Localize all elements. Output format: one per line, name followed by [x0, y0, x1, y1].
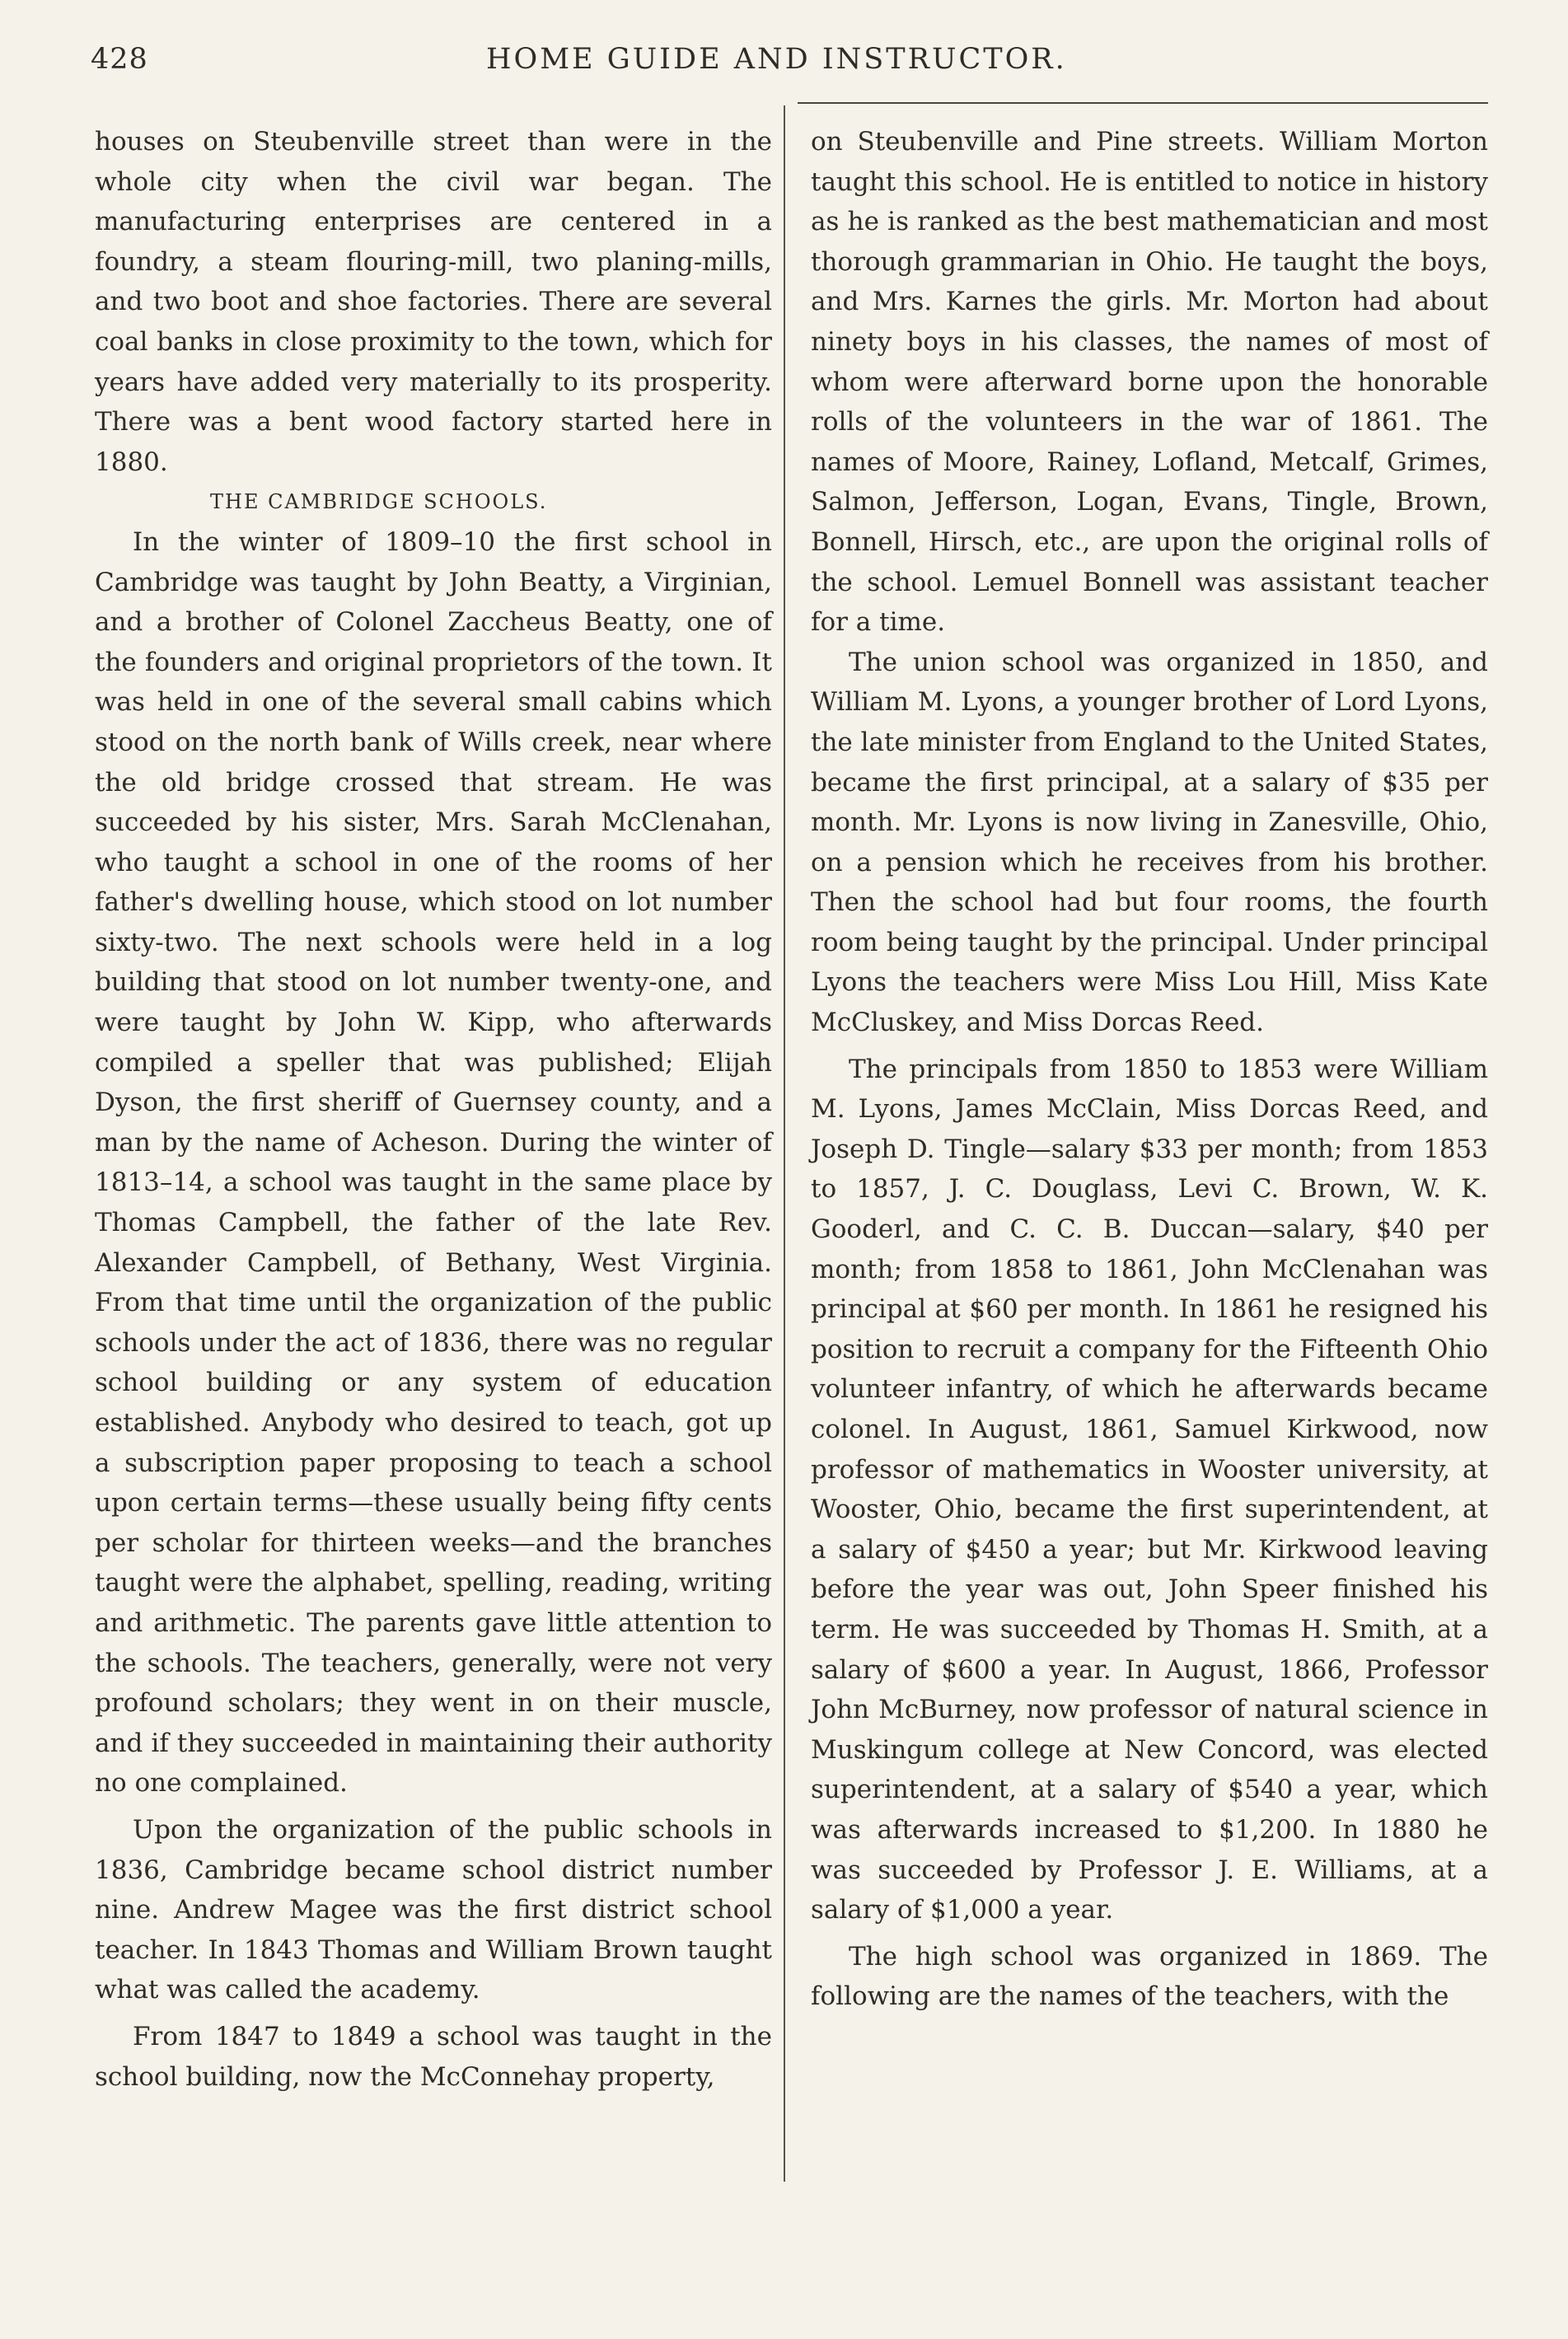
page-number: 428 [91, 43, 148, 76]
right-column [811, 122, 1488, 2017]
page-header [0, 43, 1568, 84]
paragraph: houses on Steubenville street than were in the whole city when the civil war began. The manufacturing enterprises are centered in a foundry, a steam flouring-mill, two planing-mills, and two boot and shoe factories. There are several coal banks in close proximity to the town, which for years have added very materially to its prosperity. There was a bent wood factory started here in 1880. [95, 127, 772, 477]
paragraph: The principals from 1850 to 1853 were William M. Lyons, James McClain, Miss Dorcas Reed, and Joseph D. Tingle—salary $33 per month; from 1853 to 1857, J. C. Douglass, Levi C. Brown, W. K. Gooderl, and C. C. B. Duccan—salary, $40 per month; from 1858 to 1861, John McClenahan was principal at $60 per month. In 1861 he resigned his position to recruit a company for the Fifteenth Ohio volunteer infantry, of which he afterwards became colonel. In August, 1861, Samuel Kirkwood, now professor of mathematics in Wooster university, at Wooster, Ohio, became the first superintendent, at a salary of $450 a year; but Mr. Kirkwood leaving before the year was out, John Speer finished his term. He was succeeded by Thomas H. Smith, at a salary of $600 a year. In August, 1866, Professor John McBurney, now professor of natural science in Muskingum college at New Concord, was elected superintendent, at a salary of $540 a year, which was afterwards increased to $1,200. In 1880 he was succeeded by Professor J. E. Williams, at a salary of $1,000 a year. [811, 1054, 1488, 1925]
paragraph: In the winter of 1809–10 the first school in Cambridge was taught by John Beatty, a Virginian, and a brother of Colonel Zaccheus Beatty, one of the founders and original proprietors of the town. It was held in one of the several small cabins which stood on the north bank of Wills creek, near where the old bridge crossed that stream. He was succeeded by his sister, Mrs. Sarah McClenahan, who taught a school in one of the rooms of her father's dwelling house, which stood on lot number sixty-two. The next schools were held in a log building that stood on lot number twenty-one, and were taught by John W. Kipp, who afterwards compiled a speller that was published; Elijah Dyson, the first sheriff of Guernsey county, and a man by the name of Acheson. During the winter of 1813–14, a school was taught in the same place by Thomas Campbell, the father of the late Rev. Alexander Campbell, of Bethany, West Virginia. From that time until the organization of the public schools under the act of 1836, there was no regular school building or any system of education established. Anybody who desired to teach, got up a subscription paper proposing to teach a school upon certain terms—these usually being fifty cents per scholar for thirteen weeks—and the branches taught were the alphabet, spelling, reading, writing and arithmetic. The parents gave little attention to the schools. The teachers, generally, were not very profound scholars; they went in on their muscle, and if they succeeded in maintaining their authority no one complained. [95, 526, 772, 1799]
paragraph: The union school was organized in 1850, and William M. Lyons, a younger brother of Lord Lyons, the late minister from England to the United States, became the first principal, at a salary of $35 per month. Mr. Lyons is now living in Zanesville, Ohio, on a pension which he receives from his brother. Then the school had but four rooms, the fourth room being taught by the principal. Under principal Lyons the teachers were Miss Lou Hill, Miss Kate McCluskey, and Miss Dorcas Reed. [811, 647, 1488, 1038]
paragraph: From 1847 to 1849 a school was taught in the school building, now the McConnehay property, [95, 2021, 772, 2092]
paragraph: Upon the organization of the public schools in 1836, Cambridge became school district number nine. Andrew Magee was the first district school teacher. In 1843 Thomas and William Brown taught what was called the academy. [95, 1814, 772, 2005]
header-rule [798, 102, 1488, 104]
left-column [95, 122, 772, 2097]
paragraph: on Steubenville and Pine streets. William Morton taught this school. He is entitled to notice in history as he is ranked as the best mathematician and most thorough grammarian in Ohio. He taught the boys, and Mrs. Karnes the girls. Mr. Morton had about ninety boys in his classes, the names of most of whom were afterward borne upon the honorable rolls of the volunteers in the war of 1861. The names of Moore, Rainey, Lofland, Metcalf, Grimes, Salmon, Jefferson, Logan, Evans, Tingle, Brown, Bonnell, Hirsch, etc., are upon the original rolls of the school. Lemuel Bonnell was assistant teacher for a time. [811, 127, 1488, 638]
column-divider [784, 105, 785, 2182]
section-heading: THE CAMBRIDGE SCHOOLS. [210, 490, 548, 514]
running-head: HOME GUIDE AND INSTRUCTOR. [486, 43, 1067, 76]
paragraph: The high school was organized in 1869. The following are the names of the teachers, with the [811, 1941, 1488, 2012]
